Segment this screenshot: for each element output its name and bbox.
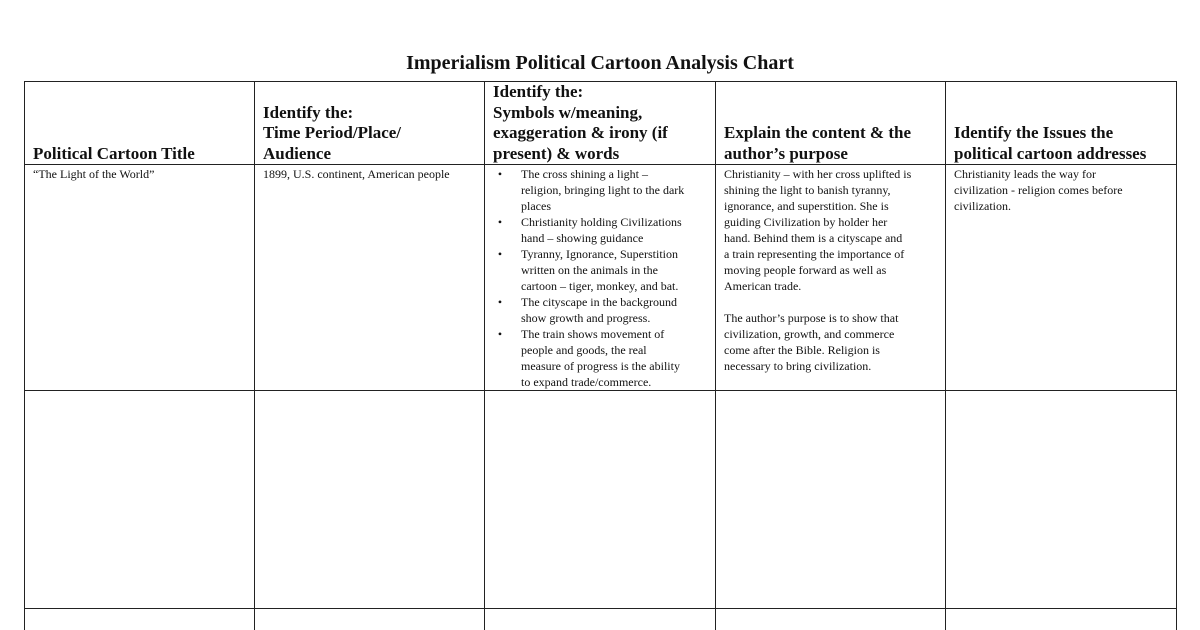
header-line: Symbols w/meaning, [493, 102, 643, 122]
header-content-purpose [716, 82, 946, 165]
empty-cell [716, 609, 946, 630]
cell-time-period [255, 165, 485, 391]
header-issues [946, 82, 1177, 165]
analysis-chart-table [24, 81, 1177, 630]
symbol-line: places [521, 199, 551, 213]
symbol-line: to expand trade/commerce. [521, 375, 652, 389]
cell-cartoon-title [25, 165, 255, 391]
empty-cell [485, 609, 716, 630]
header-line: Identify the Issues the [954, 123, 1114, 142]
bullet-icon: • [497, 215, 503, 229]
empty-cell [25, 391, 255, 609]
table-row [25, 165, 1177, 391]
purpose-line: come after the Bible. Religion is [724, 343, 880, 357]
symbol-line: Christianity holding Civilizations [521, 215, 682, 229]
list-item [493, 214, 709, 246]
cell-content-purpose [716, 165, 946, 391]
empty-cell [716, 391, 946, 609]
list-item [493, 246, 709, 294]
header-line: Time Period/Place/ [263, 123, 402, 142]
header-row [25, 82, 1177, 165]
symbol-line: The train shows movement of [521, 327, 665, 341]
document-title: Imperialism Political Cartoon Analysis Chart [406, 52, 794, 74]
content-line: moving people forward as well as [724, 263, 887, 277]
symbol-line: The cross shining a light – [521, 167, 648, 181]
header-line: Identify the: [263, 102, 354, 122]
symbol-line: Tyranny, Ignorance, Superstition [521, 247, 679, 261]
bullet-icon: • [497, 295, 503, 309]
header-line: Audience [263, 143, 331, 163]
symbols-list [493, 166, 709, 390]
list-item [493, 294, 709, 326]
header-line: Explain the content & the [724, 123, 911, 142]
header-line: exaggeration & irony (if [493, 123, 668, 142]
content-line: a train representing the importance of [724, 247, 905, 261]
header-symbols [485, 82, 716, 165]
empty-cell [25, 609, 255, 630]
content-line: hand. Behind them is a cityscape and [724, 231, 903, 245]
header-line: author’s purpose [724, 143, 848, 163]
symbol-line: The cityscape in the background [521, 295, 677, 309]
bullet-icon: • [497, 247, 503, 261]
purpose-line: The author’s purpose is to show that [724, 311, 899, 325]
content-line: Christianity – with her cross uplifted is [724, 167, 912, 181]
symbol-line: cartoon – tiger, monkey, and bat. [521, 279, 679, 293]
content-line: American trade. [724, 279, 802, 293]
symbol-line: people and goods, the real [521, 343, 647, 357]
list-item [493, 166, 709, 214]
empty-cell [485, 391, 716, 609]
issues-line: civilization. [954, 199, 1011, 213]
content-line: ignorance, and superstition. She is [724, 199, 889, 213]
list-item [493, 326, 709, 390]
bullet-icon: • [497, 167, 503, 181]
empty-cell [946, 391, 1177, 609]
content-line: shining the light to banish tyranny, [724, 183, 891, 197]
header-line: present) & words [493, 143, 620, 163]
symbol-line: religion, bringing light to the dark [521, 183, 685, 197]
symbol-line: show growth and progress. [521, 311, 651, 325]
header-line: Political Cartoon Title [33, 143, 195, 163]
empty-cell [946, 609, 1177, 630]
issues-line: civilization - religion comes before [954, 183, 1123, 197]
symbol-line: hand – showing guidance [521, 231, 644, 245]
table-row-empty [25, 391, 1177, 609]
empty-cell [255, 609, 485, 630]
header-line: Identify the: [493, 82, 584, 101]
content-line: guiding Civilization by holder her [724, 215, 888, 229]
symbol-line: written on the animals in the [521, 263, 658, 277]
purpose-line: necessary to bring civilization. [724, 359, 872, 373]
cell-symbols [485, 165, 716, 391]
header-time-period [255, 82, 485, 165]
cartoon-title-text: “The Light of the World” [33, 167, 155, 181]
header-cartoon-title [25, 82, 255, 165]
purpose-line: civilization, growth, and commerce [724, 327, 895, 341]
cell-issues [946, 165, 1177, 391]
bullet-icon: • [497, 327, 503, 341]
symbol-line: measure of progress is the ability [521, 359, 680, 373]
header-line: political cartoon addresses [954, 143, 1147, 163]
table-row-empty [25, 609, 1177, 630]
issues-line: Christianity leads the way for [954, 167, 1096, 181]
time-period-text: 1899, U.S. continent, American people [263, 167, 450, 181]
empty-cell [255, 391, 485, 609]
paragraph-gap [724, 294, 939, 310]
